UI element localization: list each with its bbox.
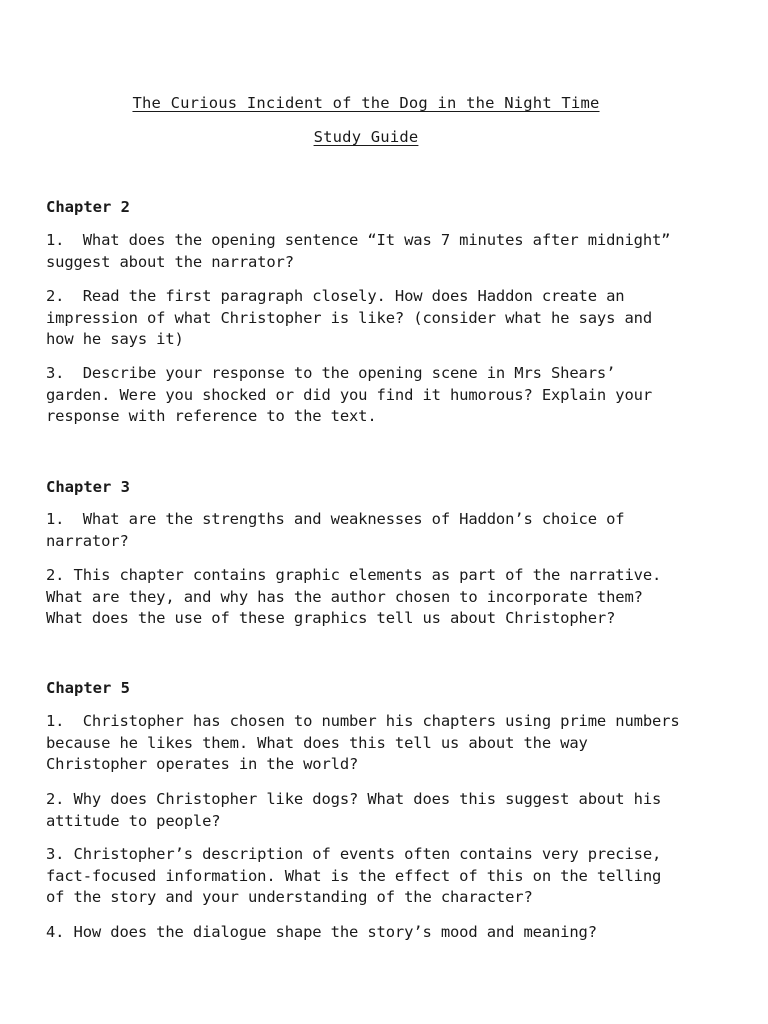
chapter-3-question-1: 1. What are the strengths and weaknesses of Haddon’s choice of narrator? <box>46 510 625 550</box>
chapter-3-question-2: 2. This chapter contains graphic elements as part of the narrative. What are they, and why has the author chosen to incorporate them? What does the use of these graphics tell us about Christopher? <box>46 566 662 627</box>
chapter-2-heading: Chapter 2 <box>46 198 130 216</box>
chapter-2-question-1: 1. What does the opening sentence “It was 7 minutes after midnight” suggest about the narrator? <box>46 231 671 271</box>
chapter-3-heading: Chapter 3 <box>46 478 130 496</box>
chapter-5-question-4: 4. How does the dialogue shape the story’s mood and meaning? <box>46 923 597 941</box>
chapter-5-question-1: 1. Christopher has chosen to number his chapters using prime numbers because he likes them. What does this tell us about the way Christopher operates in the world? <box>46 712 680 773</box>
chapter-2-question-2: 2. Read the first paragraph closely. How does Haddon create an impression of what Christopher is like? (consider what he says and how he says it) <box>46 287 652 348</box>
document-subtitle: Study Guide <box>313 128 419 146</box>
chapter-5-question-2: 2. Why does Christopher like dogs? What does this suggest about his attitude to people? <box>46 790 662 830</box>
chapter-5-question-3: 3. Christopher’s description of events often contains very precise, fact-focused information. What is the effect of this on the telling of the story and your understanding of the character? <box>46 845 662 906</box>
chapter-2-question-3: 3. Describe your response to the opening scene in Mrs Shears’ garden. Were you shocked or did you find it humorous? Explain your response with reference to the text. <box>46 364 652 425</box>
document-title: The Curious Incident of the Dog in the Night Time <box>132 94 600 112</box>
chapter-5-heading: Chapter 5 <box>46 679 130 697</box>
